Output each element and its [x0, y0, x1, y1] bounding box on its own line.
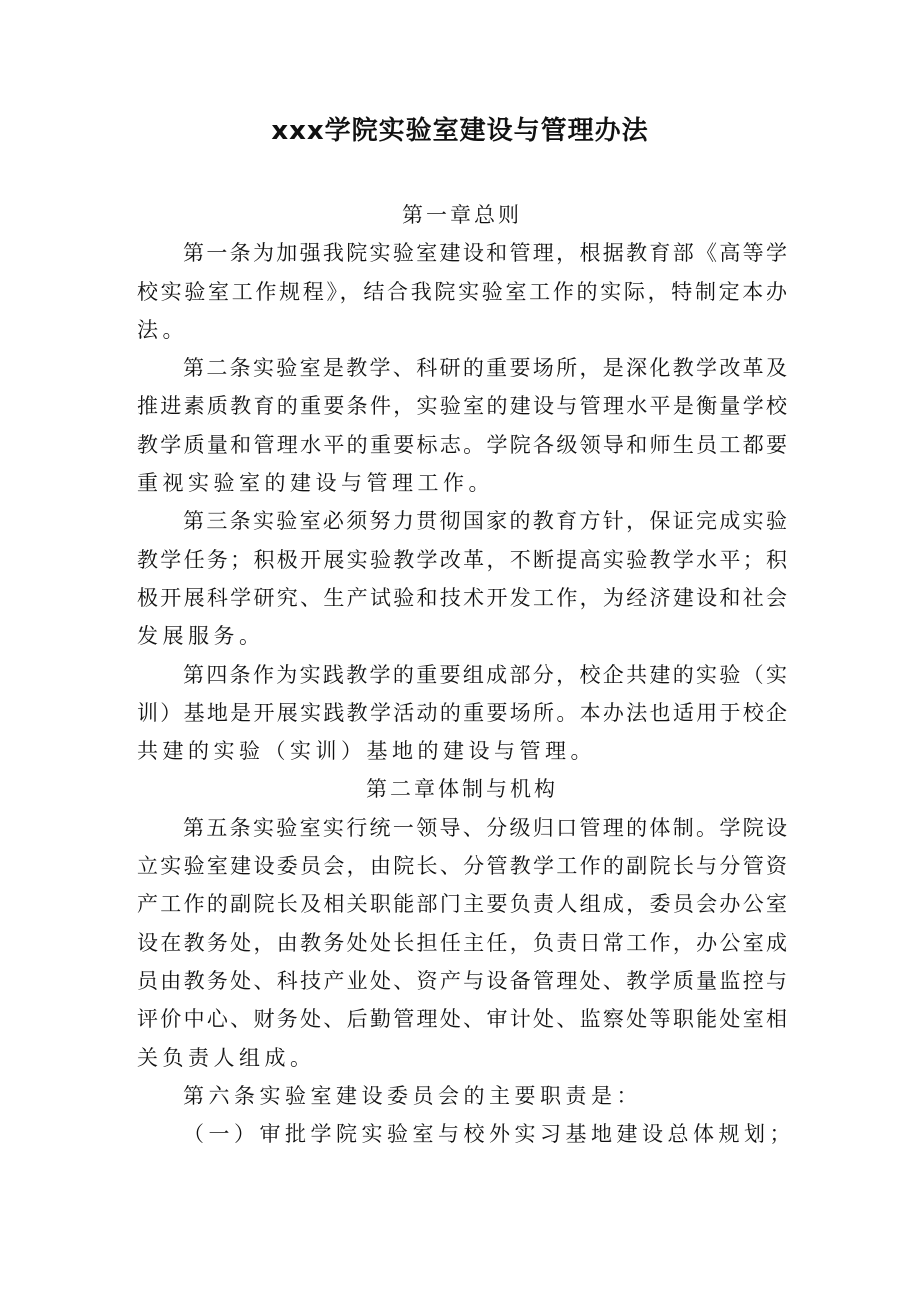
text-line: 极开展科学研究、生产试验和技术开发工作，为经济建设和社会	[137, 585, 787, 610]
chapter-heading	[137, 196, 787, 234]
text-line: 第三条实验室必须努力贯彻国家的教育方针，保证完成实验	[183, 509, 787, 534]
text-line: 第二条实验室是教学、科研的重要场所，是深化教学改革及	[183, 356, 787, 381]
text-line: 教学质量和管理水平的重要标志。学院各级领导和师生员工都要	[137, 432, 787, 457]
text-line: 重视实验室的建设与管理工作。	[137, 471, 494, 496]
chapter-heading	[137, 770, 787, 808]
text-line: 关负责人组成。	[137, 1045, 316, 1070]
paragraph	[137, 349, 787, 502]
text-line: 第一章总则	[402, 203, 522, 227]
text-line: 第五条实验室实行统一领导、分级归口管理的体制。学院设	[183, 815, 787, 840]
document-title: xxx学院实验室建设与管理办法	[271, 116, 649, 146]
text-line: 发展服务。	[137, 624, 265, 649]
text-line: 第四条作为实践教学的重要组成部分，校企共建的实验（实	[183, 662, 787, 687]
text-line: 第二章体制与机构	[366, 777, 558, 802]
text-line: 训）基地是开展实践教学活动的重要场所。本办法也适用于校企	[137, 700, 787, 725]
text-line: 法。	[137, 317, 188, 342]
paragraph	[137, 234, 787, 349]
text-line: 立实验室建设委员会，由院长、分管教学工作的副院长与分管资	[137, 854, 787, 879]
text-line: 员由教务处、科技产业处、资产与设备管理处、教学质量监控与	[137, 968, 787, 993]
paragraph	[137, 809, 787, 1077]
text-line: 评价中心、财务处、后勤管理处、审计处、监察处等职能处室相	[137, 1007, 787, 1032]
paragraph	[137, 1077, 787, 1115]
text-line: 第六条实验室建设委员会的主要职责是：	[183, 1083, 642, 1108]
paragraph	[137, 656, 787, 771]
paragraph	[137, 1115, 795, 1153]
text-line: 第一条为加强我院实验室建设和管理，根据教育部《高等学	[183, 241, 787, 266]
text-line: 设在教务处，由教务处处长担任主任，负责日常工作，办公室成	[137, 930, 787, 955]
text-line: 推进素质教育的重要条件，实验室的建设与管理水平是衡量学校	[137, 394, 787, 419]
text-line: 共建的实验（实训）基地的建设与管理。	[137, 739, 596, 764]
text-line: 产工作的副院长及相关职能部门主要负责人组成，委员会办公室	[137, 892, 787, 917]
document-body	[137, 196, 795, 1153]
text-line: 教学任务；积极开展实验教学改革，不断提高实验教学水平；积	[137, 547, 787, 572]
paragraph	[137, 502, 787, 655]
text-line: 校实验室工作规程》，结合我院实验室工作的实际，特制定本办	[137, 279, 787, 304]
text-line: （一）审批学院实验室与校外实习基地建设总体规划；	[183, 1122, 795, 1147]
